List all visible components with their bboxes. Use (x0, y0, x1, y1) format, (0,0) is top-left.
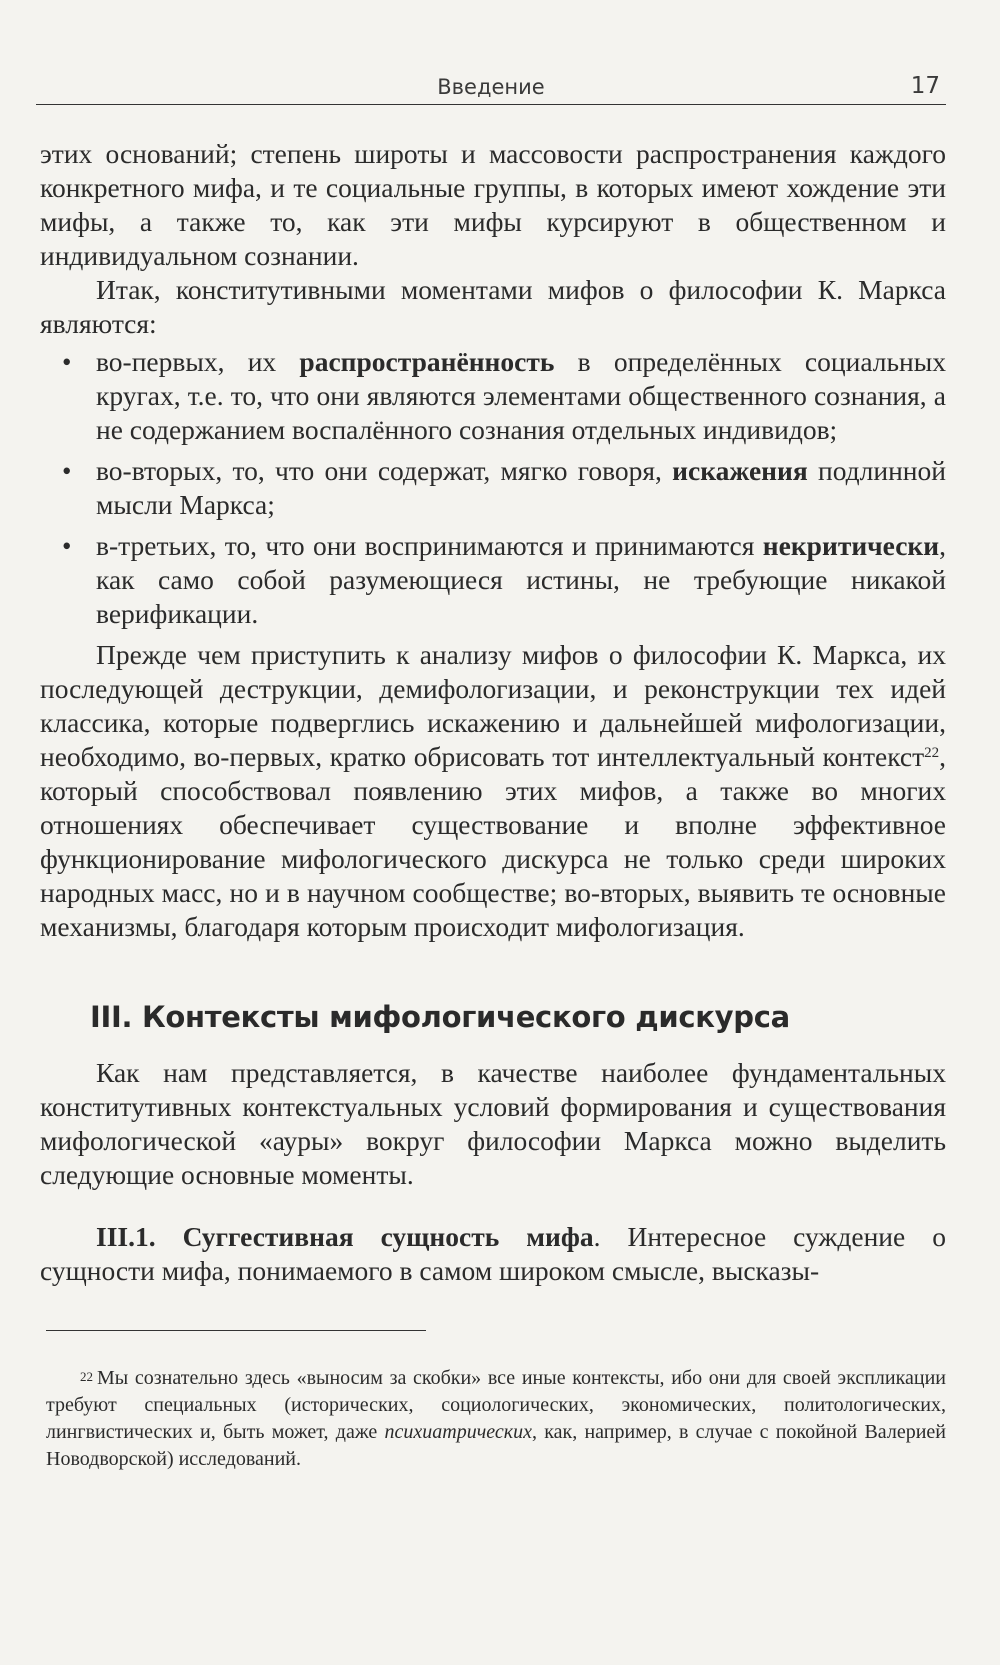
bullet-icon: • (62, 456, 72, 486)
page-number: 17 (910, 73, 940, 99)
constitutive-moments-list (40, 345, 946, 631)
section-heading: III. Контексты мифологического дискурса (90, 1000, 790, 1034)
footnote: $^{22}$ Мы сознательно здесь «выносим за скобки» все иные контексты, ибо они для своей экспликации требуют специальных (исторических, социологических, экономических, политологических, лингвистических и, быть может, даже психиатрических, как, например, в случае с покойной Валерией Новодворской) исследований. (46, 1367, 946, 1470)
bullet-icon: • (62, 531, 72, 561)
subsection-title: III.1. Суггестивная сущность мифа (96, 1221, 594, 1252)
paragraph-1: этих оснований; степень широты и массовости распространения каждого конкретного мифа, и те социальные группы, в которых имеют хождение эти мифы, а также то, как эти мифы курсируют в общественном и индивидуальном сознании. (40, 138, 946, 271)
list-item: • во-вторых, то, что они содержат, мягко говоря, искажения подлинной мысли Маркса; (62, 455, 946, 520)
subsection-paragraph: III.1. Суггестивная сущность мифа. Интересное суждение о сущности мифа, понимаемого в самом широком смысле, высказы- (40, 1221, 946, 1286)
footnote-italic: психиатрических (384, 1421, 532, 1443)
footnote-mark: 22 (80, 1369, 93, 1384)
emphasis: некритически (762, 530, 940, 561)
running-title: Введение (437, 75, 545, 99)
emphasis: искажения (672, 455, 808, 486)
section-paragraph: Как нам представляется, в качестве наиболее фундаментальных конститутивных контекстуальных условий формирования и существования мифологической «ауры» вокруг философии Маркса можно выделить следующие основные моменты. (40, 1057, 946, 1190)
body-text (40, 137, 946, 1288)
paragraph-3: Прежде чем приступить к анализу мифов о философии К. Маркса, их последующей деструкции, демифологизации, и реконструкции тех идей классика, которые подверглись искажению и дальнейшей мифологизации, необходимо, во-первых, кратко обрисовать тот интеллектуальный контекст$^{22}$, который способствовал появлению этих мифов, а также во многих отношениях обеспечивает существование и вполне эффективное функционирование мифологического дискурса не только среди широких народных масс, но и в научном сообществе; во-вторых, выявить те основные механизмы, благодаря которым происходит мифологизация. (40, 639, 946, 942)
footnote-divider (46, 1330, 426, 1331)
footnote-reference[interactable]: 22 (924, 745, 940, 761)
running-head (36, 70, 946, 105)
emphasis: распространённость (299, 346, 555, 377)
paragraph-2: Итак, конститутивными моментами мифов о философии К. Маркса являются: (40, 274, 946, 339)
bullet-icon: • (62, 347, 72, 377)
list-item: • в-третьих, то, что они воспринимаются и принимаются некритически, как само собой разумеющиеся истины, не требующие никакой верификации. (62, 530, 946, 629)
list-item: • во-первых, их распространённость в определённых социальных кругах, т.е. то, что они являются элементами общественного сознания, а не содержанием воспалённого сознания отдельных индивидов; (62, 346, 946, 445)
